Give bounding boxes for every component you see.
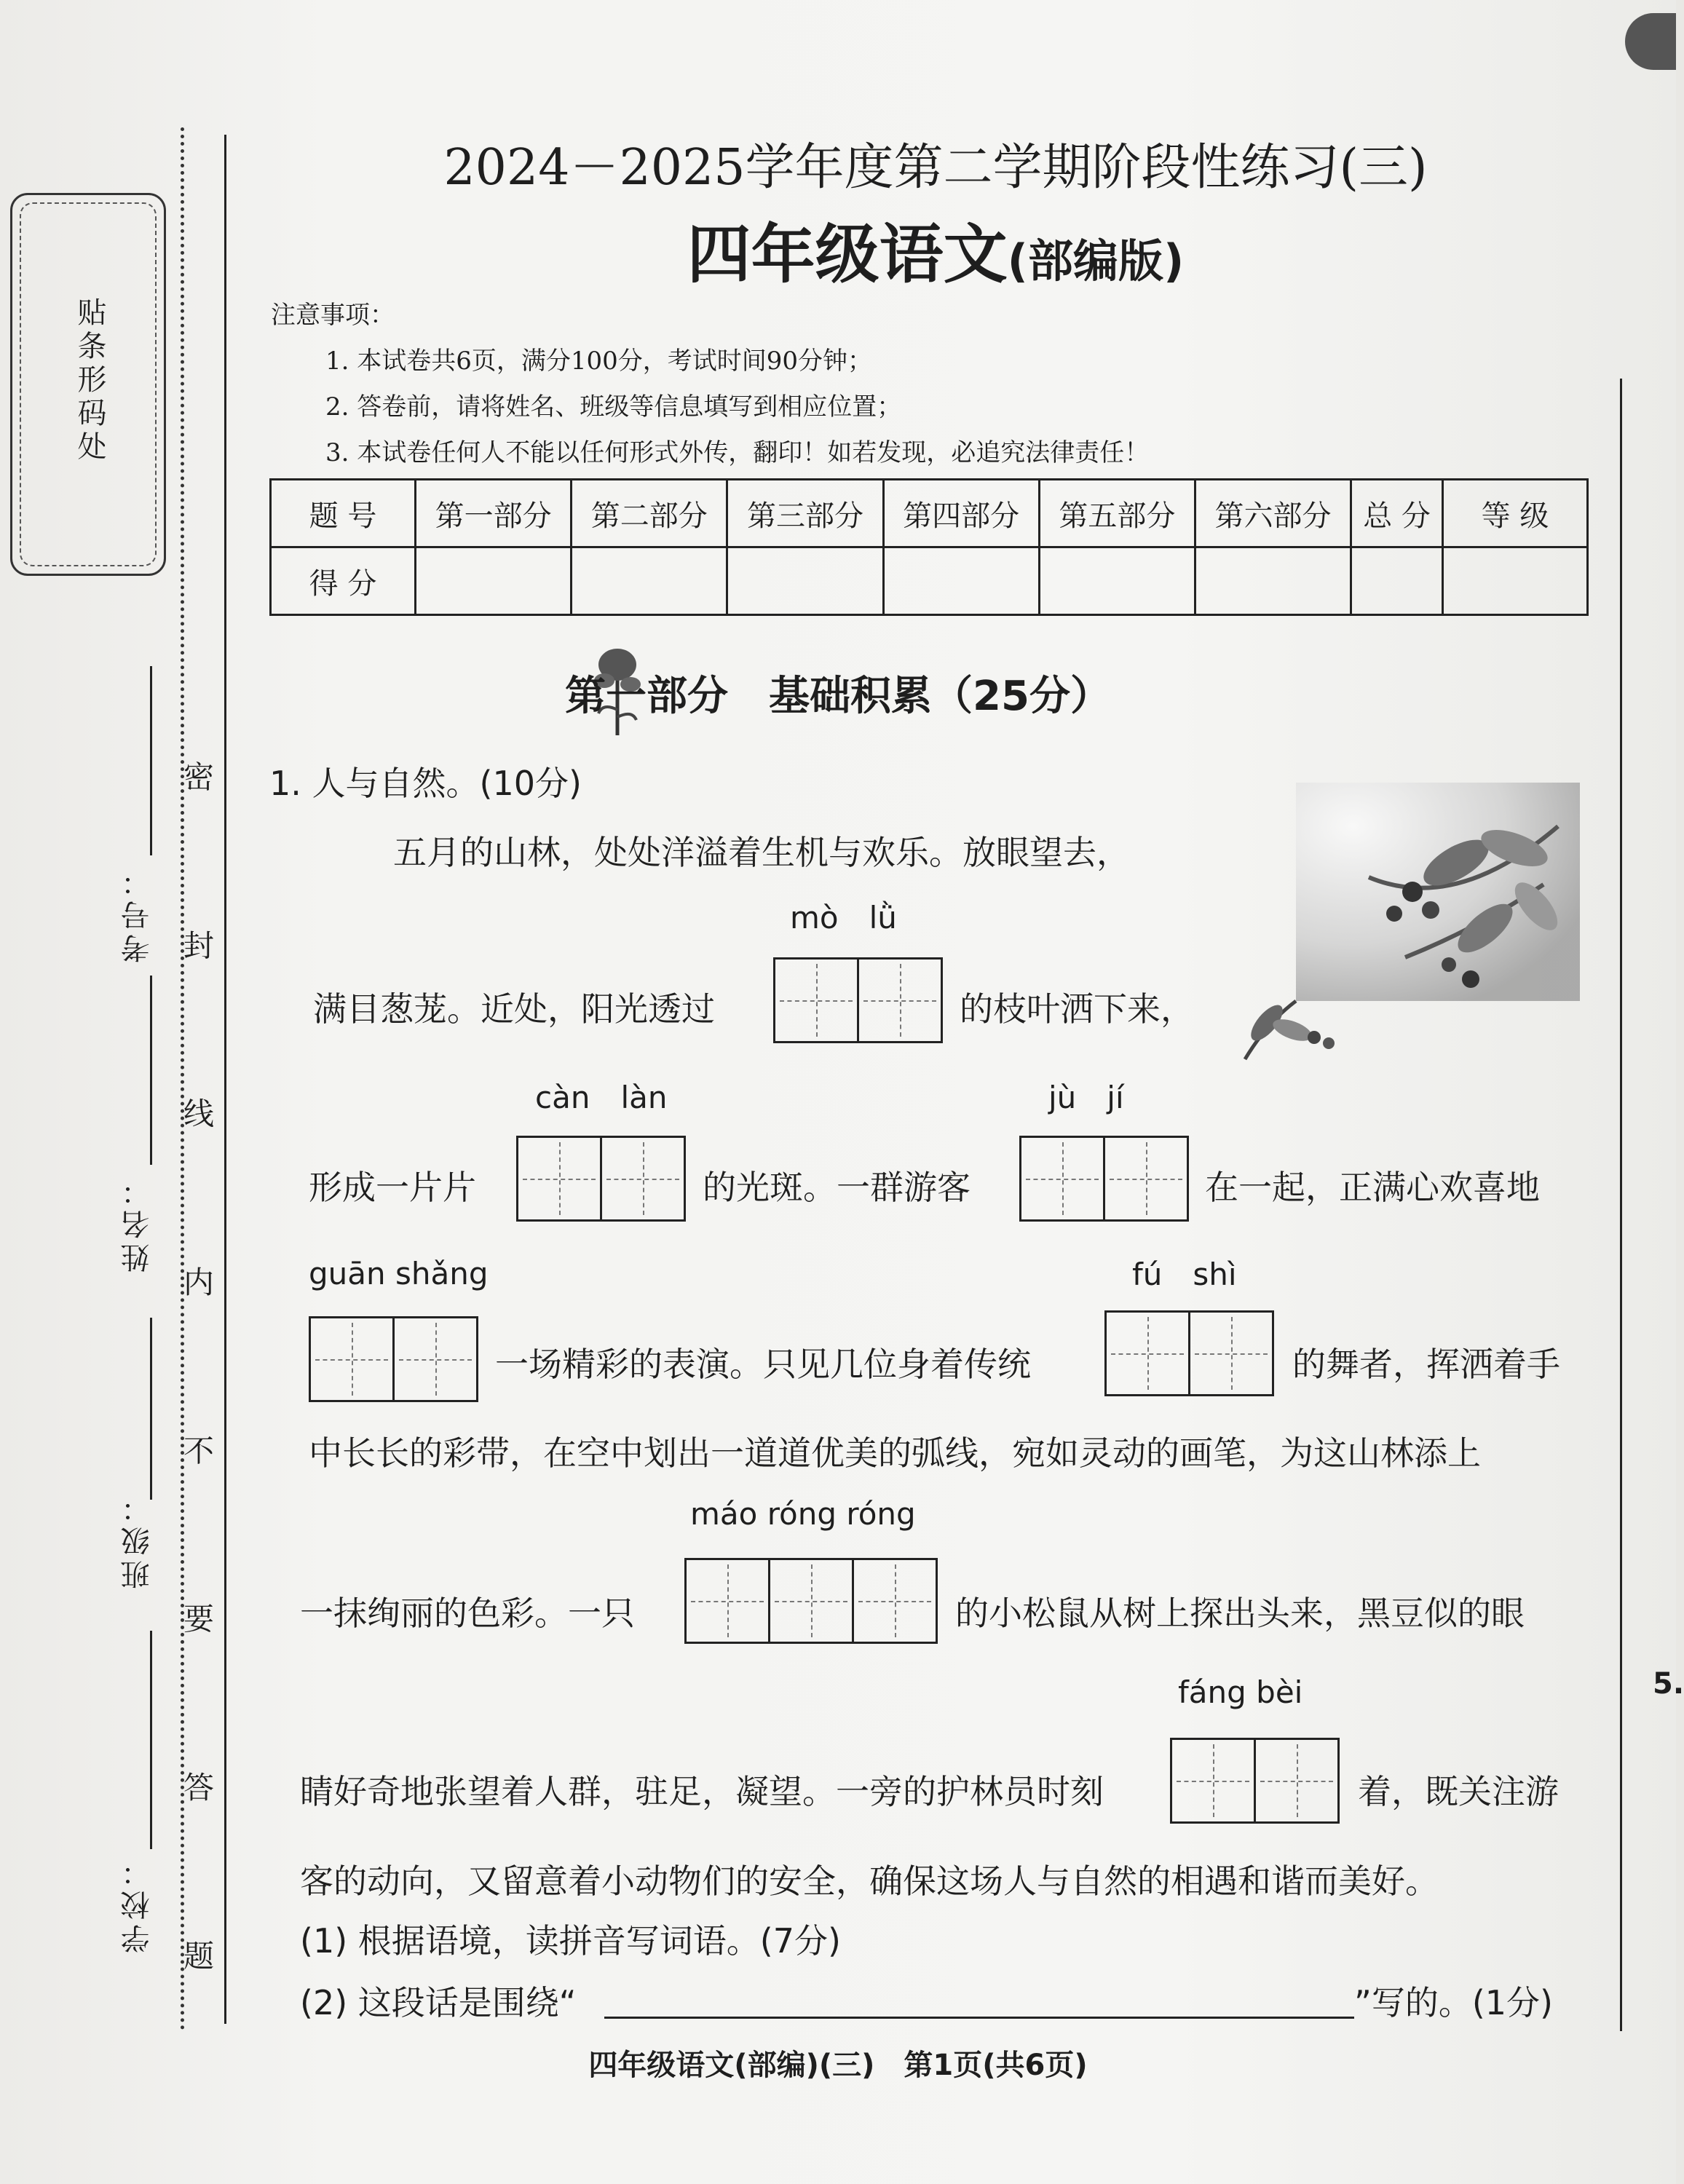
pinyin-prompt: mò lǜ (790, 900, 897, 935)
answer-boxes[interactable] (1104, 1310, 1274, 1396)
notes-heading: 注意事项： (271, 301, 395, 330)
kaohao-label: 考号： (121, 863, 154, 963)
writing-grid-cell[interactable] (309, 1316, 395, 1402)
school-field[interactable] (150, 1631, 152, 1849)
binding-solid-line (224, 135, 226, 2024)
passage-line: 形成一片片 (309, 1168, 476, 1207)
score-input-cell[interactable] (416, 547, 572, 615)
writing-grid-cell[interactable] (1019, 1136, 1105, 1222)
class-field[interactable] (150, 1318, 152, 1500)
passage-line: 的舞者，挥洒着手 (1292, 1345, 1560, 1384)
sub-question-2-prefix: (2) 这段话是围绕“ (300, 1983, 577, 2022)
table-cell: 总 分 (1351, 480, 1443, 547)
sub-question-2-suffix: ”写的。(1分) (1354, 1983, 1553, 2022)
writing-grid-cell[interactable] (1188, 1310, 1274, 1396)
writing-grid-cell[interactable] (684, 1558, 770, 1644)
name-label: 姓名： (121, 1172, 154, 1273)
writing-grid-cell[interactable] (768, 1558, 854, 1644)
answer-boxes[interactable] (516, 1136, 686, 1222)
score-table-header-row (271, 480, 1588, 547)
score-input-cell[interactable] (572, 547, 727, 615)
passage-line: 着，既关注游 (1358, 1772, 1559, 1811)
subject-name: 四年级语文 (687, 217, 1008, 292)
pinyin-prompt: guān shǎng (309, 1256, 489, 1291)
pinyin-prompt: fáng bèi (1178, 1674, 1303, 1710)
pinyin-prompt: càn làn (535, 1080, 668, 1115)
score-input-cell[interactable] (883, 547, 1039, 615)
page-footer: 四年级语文(部编)(三) 第1页(共6页) (588, 2049, 1088, 2082)
section-title: 第一部分 基础积累（25分） (565, 673, 1111, 720)
right-margin-line (1620, 379, 1622, 2031)
pinyin-prompt: fú shì (1132, 1257, 1237, 1292)
score-table-score-row (271, 547, 1588, 615)
passage-line: 睛好奇地张望着人群，驻足，凝望。一旁的护林员时刻 (300, 1772, 1104, 1811)
writing-grid-cell[interactable] (773, 957, 859, 1043)
table-cell: 第四部分 (883, 480, 1039, 547)
score-input-cell[interactable] (727, 547, 883, 615)
table-cell: 第五部分 (1039, 480, 1195, 547)
passage-line: 的小松鼠从树上探出头来，黑豆似的眼 (955, 1594, 1525, 1633)
score-input-cell[interactable] (1195, 547, 1351, 615)
writing-grid-cell[interactable] (1103, 1136, 1189, 1222)
school-label: 学校： (121, 1853, 154, 1953)
seal-text: 密 封 线 内 不 要 答 题 (179, 761, 215, 2035)
passage-line: 中长长的彩带，在空中划出一道道优美的弧线，宛如灵动的画笔，为这山林添上 (309, 1433, 1481, 1473)
pinyin-prompt: máo róng róng (690, 1496, 916, 1532)
writing-grid-cell[interactable] (857, 957, 943, 1043)
writing-grid-cell[interactable] (516, 1136, 602, 1222)
writing-grid-cell[interactable] (600, 1136, 686, 1222)
table-cell: 等 级 (1443, 480, 1588, 547)
sub-question-1: (1) 根据语境，读拼音写词语。(7分) (300, 1921, 841, 1961)
name-field[interactable] (150, 976, 152, 1165)
passage-line: 在一起，正满心欢喜地 (1205, 1168, 1540, 1207)
table-cell: 第六部分 (1195, 480, 1351, 547)
passage-line: 五月的山林，处处洋溢着生机与欢乐。放眼望去， (393, 833, 1130, 872)
writing-grid-cell[interactable] (852, 1558, 938, 1644)
answer-boxes[interactable] (684, 1558, 938, 1644)
note-item: 2. 答卷前，请将姓名、班级等信息填写到相应位置； (325, 392, 902, 422)
passage-line: 的枝叶洒下来， (960, 989, 1194, 1029)
next-page-edge-mark: 5. (1653, 1667, 1684, 1701)
passage-line: 客的动向，又留意着小动物们的安全，确保这场人与自然的相遇和谐而美好。 (300, 1861, 1439, 1901)
table-cell: 题 号 (271, 480, 416, 547)
passage-line: 一场精彩的表演。只见几位身着传统 (495, 1345, 1031, 1384)
answer-boxes[interactable] (309, 1316, 478, 1402)
answer-boxes[interactable] (773, 957, 943, 1043)
passage-line: 满目葱茏。近处，阳光透过 (313, 989, 715, 1029)
table-cell: 第三部分 (727, 480, 883, 547)
score-input-cell[interactable] (1351, 547, 1443, 615)
edition-label: (部编版) (1007, 234, 1185, 288)
exam-title: 2024－2025学年度第二学期阶段性练习(三) (443, 139, 1428, 197)
exam-notes (271, 293, 1149, 476)
pinyin-prompt: jù jí (1048, 1080, 1124, 1115)
writing-grid-cell[interactable] (1254, 1738, 1340, 1824)
barcode-label: 贴条形码处 (73, 297, 106, 464)
score-input-cell[interactable] (1443, 547, 1588, 615)
answer-boxes[interactable] (1170, 1738, 1340, 1824)
answer-boxes[interactable] (1019, 1136, 1189, 1222)
passage-line: 一抹绚丽的色彩。一只 (300, 1594, 635, 1633)
writing-grid-cell[interactable] (1104, 1310, 1190, 1396)
note-item: 3. 本试卷任何人不能以任何形式外传，翻印！如若发现，必追究法律责任！ (325, 438, 1150, 467)
leaves-illustration (1238, 783, 1580, 1067)
barcode-sticker-area (10, 193, 166, 576)
note-item: 1. 本试卷共6页，满分100分，考试时间90分钟； (325, 347, 873, 376)
question-1-title: 1. 人与自然。(10分) (269, 764, 582, 803)
subject-title (408, 204, 1463, 296)
table-cell: 第二部分 (572, 480, 727, 547)
page-corner-shadow (1625, 13, 1676, 70)
sub-question-2-answer-line[interactable] (604, 2017, 1354, 2019)
table-cell: 得 分 (271, 547, 416, 615)
class-label: 班级： (121, 1489, 154, 1589)
writing-grid-cell[interactable] (392, 1316, 478, 1402)
score-input-cell[interactable] (1039, 547, 1195, 615)
table-cell: 第一部分 (416, 480, 572, 547)
passage-line: 的光斑。一群游客 (703, 1168, 971, 1207)
writing-grid-cell[interactable] (1170, 1738, 1256, 1824)
score-table (269, 478, 1589, 616)
